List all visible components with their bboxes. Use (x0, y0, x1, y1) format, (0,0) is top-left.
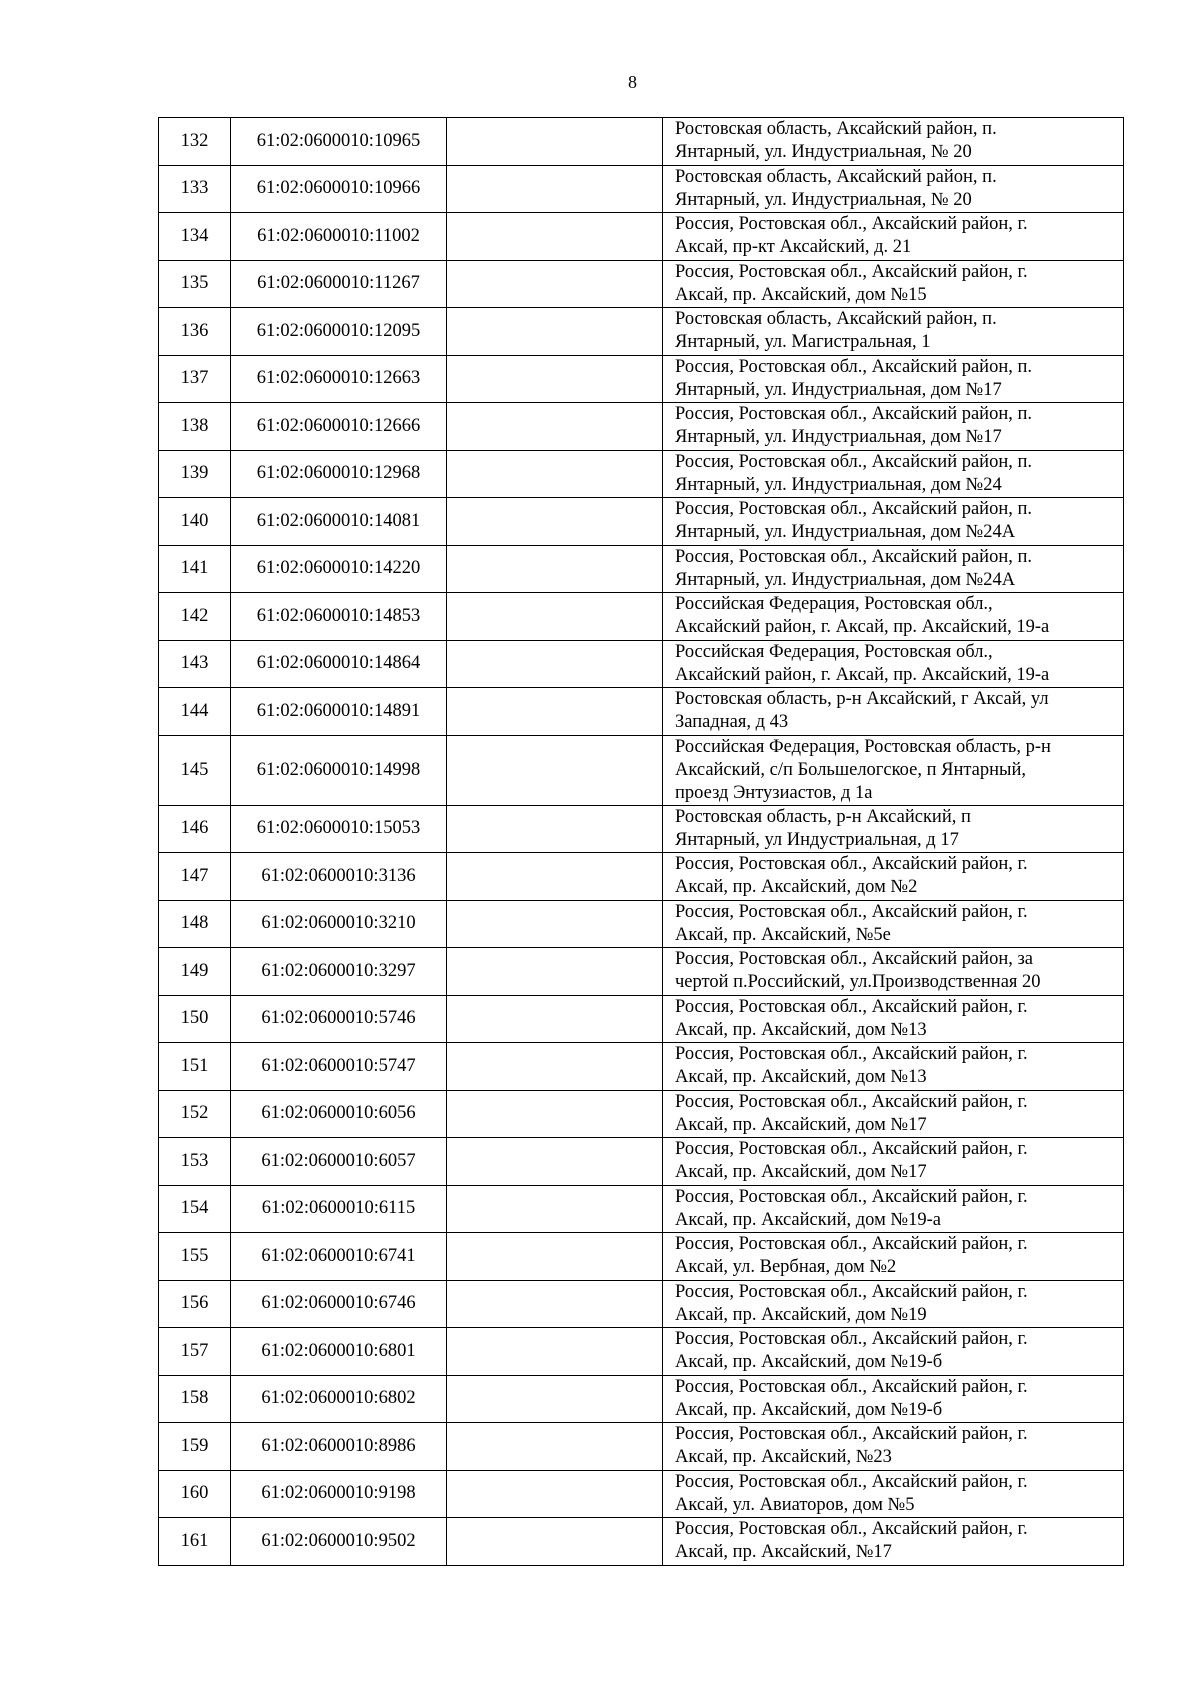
address-line: Янтарный, ул. Индустриальная, № 20 (675, 142, 972, 163)
empty-cell (447, 1423, 663, 1471)
empty-cell (447, 853, 663, 901)
address-line: Аксай, пр. Аксайский, №5е (675, 924, 891, 945)
empty-cell (447, 355, 663, 403)
address-line: Россия, Ростовская обл., Аксайский район, п. (675, 356, 1033, 377)
address-line: Россия, Ростовская обл., Аксайский район, г. (675, 1234, 1028, 1255)
empty-cell (447, 593, 663, 641)
empty-cell (447, 165, 663, 213)
address-cell (663, 735, 1124, 805)
address-line: Аксайский район, г. Аксай, пр. Аксайский, 19-а (675, 664, 1050, 685)
row-number-cell: 146 (159, 805, 231, 853)
row-number-cell: 137 (159, 355, 231, 403)
address-cell (663, 545, 1124, 593)
row-number-cell: 141 (159, 545, 231, 593)
row-number-cell: 154 (159, 1185, 231, 1233)
cadastral-number-cell: 61:02:0600010:10965 (231, 118, 447, 166)
table-row (159, 853, 1124, 901)
row-number-cell: 142 (159, 593, 231, 641)
cadastral-number-cell: 61:02:0600010:12968 (231, 450, 447, 498)
address-line: Российская Федерация, Ростовская обл., (675, 594, 993, 615)
row-number-cell: 161 (159, 1518, 231, 1566)
address-line: Россия, Ростовская обл., Аксайский район, г. (675, 1186, 1028, 1207)
address-line: Аксай, пр. Аксайский, дом №13 (675, 1019, 927, 1040)
row-number-cell: 139 (159, 450, 231, 498)
table-row (159, 165, 1124, 213)
empty-cell (447, 735, 663, 805)
table-row (159, 213, 1124, 261)
address-line: Ростовская область, р-н Аксайский, п (675, 806, 971, 827)
address-line: Россия, Ростовская обл., Аксайский район, п. (675, 499, 1033, 520)
empty-cell (447, 1518, 663, 1566)
empty-cell (447, 688, 663, 736)
table-row (159, 1185, 1124, 1233)
address-cell (663, 805, 1124, 853)
address-line: Российская Федерация, Ростовская область, р-н (675, 736, 1051, 757)
address-line: Аксай, пр. Аксайский, дом №19-б (675, 1399, 943, 1420)
address-line: Россия, Ростовская обл., Аксайский район, за (675, 949, 1034, 970)
address-line: Ростовская область, Аксайский район, п. (675, 309, 997, 330)
address-cell (663, 995, 1124, 1043)
cadastral-number-cell: 61:02:0600010:11267 (231, 260, 447, 308)
address-cell (663, 1185, 1124, 1233)
address-cell (663, 1423, 1124, 1471)
row-number-cell: 153 (159, 1138, 231, 1186)
address-line: Россия, Ростовская обл., Аксайский район, п. (675, 404, 1033, 425)
empty-cell (447, 545, 663, 593)
table-row (159, 545, 1124, 593)
empty-cell (447, 403, 663, 451)
table-row (159, 1328, 1124, 1376)
address-line: Янтарный, ул. Индустриальная, № 20 (675, 189, 972, 210)
address-line: Россия, Ростовская обл., Аксайский район, г. (675, 1329, 1028, 1350)
cadastral-number-cell: 61:02:0600010:14891 (231, 688, 447, 736)
cadastral-number-cell: 61:02:0600010:14853 (231, 593, 447, 641)
address-line: Россия, Ростовская обл., Аксайский район, г. (675, 1281, 1028, 1302)
address-cell (663, 118, 1124, 166)
table-row (159, 688, 1124, 736)
address-line: Россия, Ростовская обл., Аксайский район, г. (675, 261, 1028, 282)
table-row (159, 260, 1124, 308)
address-cell (663, 688, 1124, 736)
address-cell (663, 355, 1124, 403)
address-line: Аксайский, с/п Большелогское, п Янтарный, (675, 759, 1026, 780)
cadastral-number-cell: 61:02:0600010:14081 (231, 498, 447, 546)
table-row (159, 308, 1124, 356)
address-cell (663, 640, 1124, 688)
empty-cell (447, 498, 663, 546)
address-cell (663, 1328, 1124, 1376)
table-row (159, 805, 1124, 853)
address-cell (663, 498, 1124, 546)
address-line: Россия, Ростовская обл., Аксайский район, г. (675, 1376, 1028, 1397)
cadastral-number-cell: 61:02:0600010:9502 (231, 1518, 447, 1566)
cadastral-number-cell: 61:02:0600010:15053 (231, 805, 447, 853)
address-line: Россия, Ростовская обл., Аксайский район, г. (675, 1139, 1028, 1160)
cadastral-number-cell: 61:02:0600010:5747 (231, 1043, 447, 1091)
address-line: Янтарный, ул. Индустриальная, дом №24 (675, 474, 1002, 495)
table-row (159, 1138, 1124, 1186)
cadastral-number-cell: 61:02:0600010:6057 (231, 1138, 447, 1186)
row-number-cell: 145 (159, 735, 231, 805)
empty-cell (447, 213, 663, 261)
address-line: Янтарный, ул. Магистральная, 1 (675, 332, 931, 353)
address-line: Янтарный, ул. Индустриальная, дом №24А (675, 569, 1016, 590)
empty-cell (447, 995, 663, 1043)
cadastral-number-cell: 61:02:0600010:6741 (231, 1233, 447, 1281)
table-row (159, 1518, 1124, 1566)
address-line: Янтарный, ул. Индустриальная, дом №17 (675, 427, 1002, 448)
empty-cell (447, 1043, 663, 1091)
address-line: Аксай, пр. Аксайский, №23 (675, 1447, 892, 1468)
empty-cell (447, 1138, 663, 1186)
row-number-cell: 147 (159, 853, 231, 901)
address-line: Ростовская область, Аксайский район, п. (675, 119, 997, 140)
empty-cell (447, 1185, 663, 1233)
table-row (159, 593, 1124, 641)
address-line: Аксай, ул. Авиаторов, дом №5 (675, 1494, 915, 1515)
address-line: Аксай, пр-кт Аксайский, д. 21 (675, 237, 912, 258)
row-number-cell: 150 (159, 995, 231, 1043)
address-line: Аксайский район, г. Аксай, пр. Аксайский, 19-а (675, 617, 1050, 638)
address-cell (663, 450, 1124, 498)
address-cell (663, 948, 1124, 996)
empty-cell (447, 1233, 663, 1281)
empty-cell (447, 640, 663, 688)
cadastral-number-cell: 61:02:0600010:5746 (231, 995, 447, 1043)
address-cell (663, 1233, 1124, 1281)
address-line: проезд Энтузиастов, д 1а (675, 782, 873, 803)
row-number-cell: 134 (159, 213, 231, 261)
address-line: Аксай, ул. Вербная, дом №2 (675, 1257, 897, 1278)
cadastral-number-cell: 61:02:0600010:11002 (231, 213, 447, 261)
address-line: Россия, Ростовская обл., Аксайский район, г. (675, 1519, 1028, 1540)
address-line: Западная, д 43 (675, 712, 789, 733)
empty-cell (447, 1470, 663, 1518)
row-number-cell: 143 (159, 640, 231, 688)
address-cell (663, 308, 1124, 356)
empty-cell (447, 308, 663, 356)
cadastral-number-cell: 61:02:0600010:3210 (231, 900, 447, 948)
row-number-cell: 159 (159, 1423, 231, 1471)
address-line: Россия, Ростовская обл., Аксайский район, г. (675, 1471, 1028, 1492)
row-number-cell: 160 (159, 1470, 231, 1518)
table-row (159, 1043, 1124, 1091)
row-number-cell: 149 (159, 948, 231, 996)
cadastral-number-cell: 61:02:0600010:3136 (231, 853, 447, 901)
cadastral-number-cell: 61:02:0600010:14864 (231, 640, 447, 688)
table-row (159, 1375, 1124, 1423)
cadastral-number-cell: 61:02:0600010:14998 (231, 735, 447, 805)
table-row (159, 948, 1124, 996)
row-number-cell: 158 (159, 1375, 231, 1423)
address-cell (663, 853, 1124, 901)
address-line: Россия, Ростовская обл., Аксайский район, г. (675, 1424, 1028, 1445)
cadastral-number-cell: 61:02:0600010:9198 (231, 1470, 447, 1518)
address-cell (663, 1470, 1124, 1518)
address-cell (663, 165, 1124, 213)
cadastral-number-cell: 61:02:0600010:10966 (231, 165, 447, 213)
address-cell (663, 1043, 1124, 1091)
row-number-cell: 152 (159, 1090, 231, 1138)
row-number-cell: 135 (159, 260, 231, 308)
table-row (159, 1470, 1124, 1518)
row-number-cell: 132 (159, 118, 231, 166)
empty-cell (447, 450, 663, 498)
cadastral-number-cell: 61:02:0600010:6801 (231, 1328, 447, 1376)
table-row (159, 498, 1124, 546)
address-cell (663, 593, 1124, 641)
address-line: Ростовская область, Аксайский район, п. (675, 166, 997, 187)
address-cell (663, 900, 1124, 948)
row-number-cell: 156 (159, 1280, 231, 1328)
cadastral-number-cell: 61:02:0600010:12663 (231, 355, 447, 403)
address-line: Янтарный, ул Индустриальная, д 17 (675, 829, 959, 850)
registry-table (158, 117, 1124, 1566)
address-cell (663, 1138, 1124, 1186)
empty-cell (447, 1328, 663, 1376)
address-cell (663, 1518, 1124, 1566)
table-row (159, 450, 1124, 498)
address-line: Аксай, пр. Аксайский, №17 (675, 1542, 892, 1563)
row-number-cell: 155 (159, 1233, 231, 1281)
table-row (159, 1423, 1124, 1471)
table-row (159, 995, 1124, 1043)
table-row (159, 640, 1124, 688)
address-cell (663, 1375, 1124, 1423)
address-line: Россия, Ростовская обл., Аксайский район, г. (675, 996, 1028, 1017)
address-line: Россия, Ростовская обл., Аксайский район, г. (675, 1044, 1028, 1065)
address-line: Россия, Ростовская обл., Аксайский район, п. (675, 451, 1033, 472)
address-line: Аксай, пр. Аксайский, дом №19-а (675, 1209, 941, 1230)
address-line: Российская Федерация, Ростовская обл., (675, 641, 993, 662)
table-row (159, 735, 1124, 805)
row-number-cell: 140 (159, 498, 231, 546)
table-row (159, 118, 1124, 166)
address-line: Россия, Ростовская обл., Аксайский район, г. (675, 214, 1028, 235)
table-row (159, 900, 1124, 948)
address-line: Аксай, пр. Аксайский, дом №15 (675, 284, 927, 305)
address-line: Россия, Ростовская обл., Аксайский район, г. (675, 1091, 1028, 1112)
cadastral-number-cell: 61:02:0600010:14220 (231, 545, 447, 593)
table-row (159, 1233, 1124, 1281)
row-number-cell: 148 (159, 900, 231, 948)
cadastral-number-cell: 61:02:0600010:12666 (231, 403, 447, 451)
registry-table-body (159, 118, 1124, 1566)
address-cell (663, 403, 1124, 451)
address-cell (663, 1280, 1124, 1328)
row-number-cell: 151 (159, 1043, 231, 1091)
address-line: Аксай, пр. Аксайский, дом №17 (675, 1114, 927, 1135)
empty-cell (447, 1375, 663, 1423)
address-line: Россия, Ростовская обл., Аксайский район, п. (675, 546, 1033, 567)
row-number-cell: 138 (159, 403, 231, 451)
address-line: Аксай, пр. Аксайский, дом №17 (675, 1162, 927, 1183)
empty-cell (447, 1090, 663, 1138)
row-number-cell: 136 (159, 308, 231, 356)
row-number-cell: 133 (159, 165, 231, 213)
cadastral-number-cell: 61:02:0600010:6056 (231, 1090, 447, 1138)
cadastral-number-cell: 61:02:0600010:12095 (231, 308, 447, 356)
cadastral-number-cell: 61:02:0600010:3297 (231, 948, 447, 996)
address-line: Аксай, пр. Аксайский, дом №19-б (675, 1352, 943, 1373)
table-row (159, 355, 1124, 403)
empty-cell (447, 948, 663, 996)
empty-cell (447, 118, 663, 166)
address-cell (663, 213, 1124, 261)
address-cell (663, 260, 1124, 308)
table-row (159, 1090, 1124, 1138)
address-line: Россия, Ростовская обл., Аксайский район, г. (675, 901, 1028, 922)
address-line: Янтарный, ул. Индустриальная, дом №24А (675, 522, 1016, 543)
empty-cell (447, 260, 663, 308)
row-number-cell: 144 (159, 688, 231, 736)
address-line: Аксай, пр. Аксайский, дом №13 (675, 1067, 927, 1088)
address-line: чертой п.Российский, ул.Производственная 20 (675, 972, 1041, 993)
address-line: Янтарный, ул. Индустриальная, дом №17 (675, 379, 1002, 400)
cadastral-number-cell: 61:02:0600010:6746 (231, 1280, 447, 1328)
cadastral-number-cell: 61:02:0600010:6802 (231, 1375, 447, 1423)
page-number: 8 (628, 72, 637, 92)
address-line: Аксай, пр. Аксайский, дом №19 (675, 1304, 927, 1325)
cadastral-number-cell: 61:02:0600010:6115 (231, 1185, 447, 1233)
address-line: Аксай, пр. Аксайский, дом №2 (675, 877, 918, 898)
empty-cell (447, 1280, 663, 1328)
empty-cell (447, 900, 663, 948)
address-cell (663, 1090, 1124, 1138)
row-number-cell: 157 (159, 1328, 231, 1376)
address-line: Россия, Ростовская обл., Аксайский район, г. (675, 854, 1028, 875)
address-line: Ростовская область, р-н Аксайский, г Аксай, ул (675, 689, 1049, 710)
table-row (159, 1280, 1124, 1328)
empty-cell (447, 805, 663, 853)
cadastral-number-cell: 61:02:0600010:8986 (231, 1423, 447, 1471)
table-row (159, 403, 1124, 451)
